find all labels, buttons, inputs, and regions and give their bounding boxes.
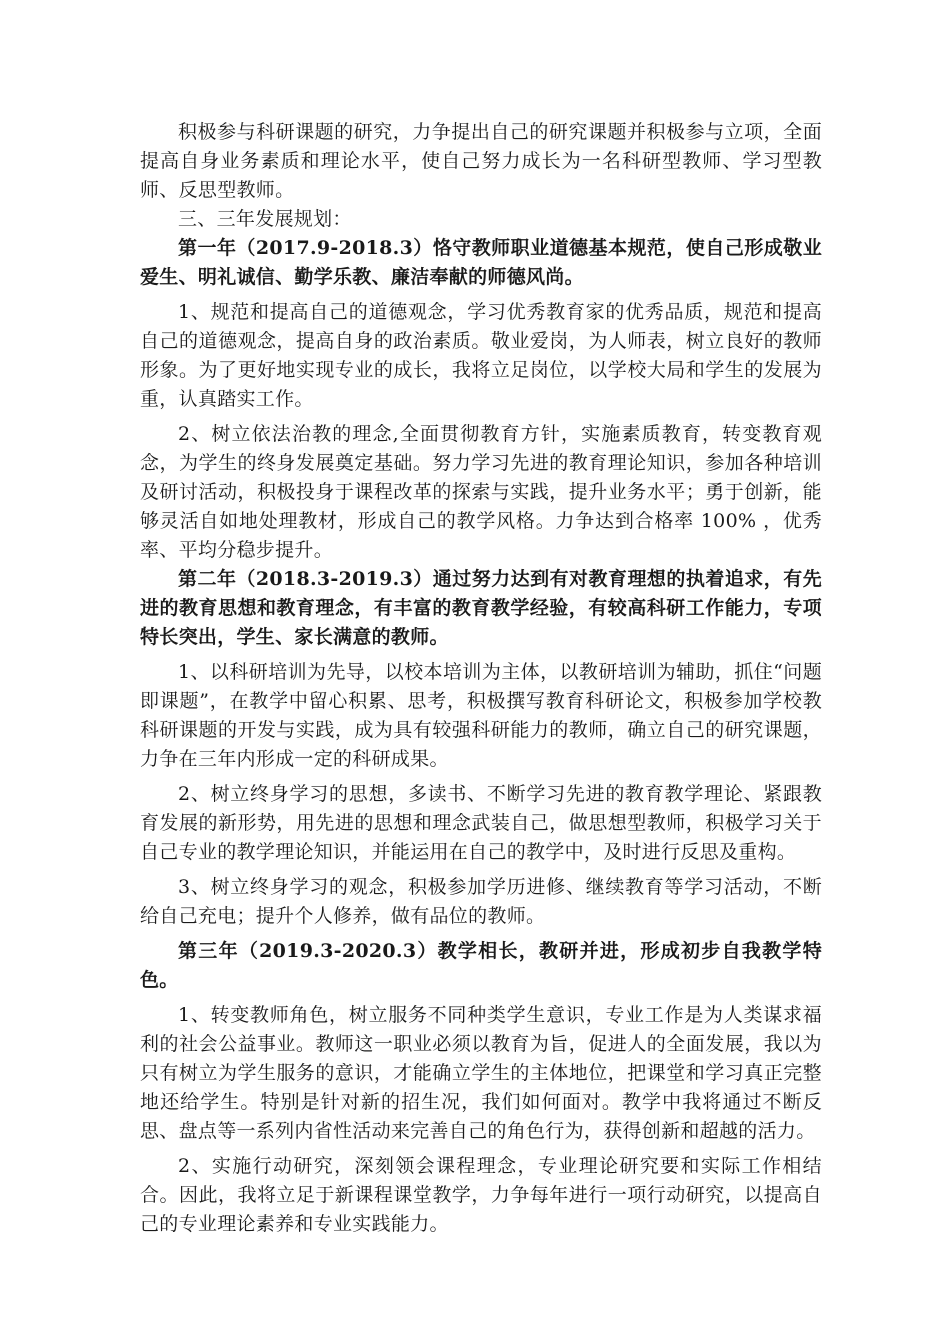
year-two-heading: 第二年（2018.3-2019.3）通过努力达到有对教育理想的执着追求，有先进的教育思想和教育理念，有丰富的教育教学经验，有较高科研工作能力，专项特长突出，学生、家长满意的教师。 bbox=[140, 568, 822, 648]
year-one-item-2: 2、树立依法治教的理念,全面贯彻教育方针，实施素质教育，转变教育观念，为学生的终身发展奠定基础。努力学习先进的教育理论知识，参加各种培训及研讨活动，积极投身于课程改革的探索与实践，提升业务水平；勇于创新，能够灵活自如地处理教材，形成自己的教学风格。力争达到合格率 100% ，优秀率、平均分稳步提升。 bbox=[140, 423, 822, 561]
year-two-item-3: 3、树立终身学习的观念，积极参加学历进修、继续教育等学习活动，不断给自己充电；提升个人修养，做有品位的教师。 bbox=[140, 876, 822, 927]
year-two-item-2: 2、树立终身学习的思想，多读书、不断学习先进的教育教学理论、紧跟教育发展的新形势，用先进的思想和理念武装自己，做思想型教师，积极学习关于自己专业的教学理论知识，并能运用在自己的教学中，及时进行反思及重构。 bbox=[140, 783, 822, 863]
section-heading-three-year-plan: 三、三年发展规划： bbox=[178, 208, 352, 230]
year-one-item-1: 1、规范和提高自己的道德观念，学习优秀教育家的优秀品质，规范和提高自己的道德观念，提高自身的政治素质。敬业爱岗，为人师表，树立良好的教师形象。为了更好地实现专业的成长，我将立足岗位，以学校大局和学生的发展为重，认真踏实工作。 bbox=[140, 301, 822, 410]
year-three-heading: 第三年（2019.3-2020.3）教学相长，教研并进，形成初步自我教学特色。 bbox=[140, 940, 822, 991]
year-three-item-2: 2、实施行动研究，深刻领会课程理念，专业理论研究要和实际工作相结合。因此，我将立足于新课程课堂教学，力争每年进行一项行动研究，以提高自己的专业理论素养和专业实践能力。 bbox=[140, 1155, 822, 1235]
year-two-item-1: 1、以科研培训为先导，以校本培训为主体，以教研培训为辅助，抓住“问题即课题”，在教学中留心积累、思考，积极撰写教育科研论文，积极参加学校教科研课题的开发与实践，成为具有较强科研能力的教师，确立自己的研究课题，力争在三年内形成一定的科研成果。 bbox=[140, 661, 822, 770]
document-body bbox=[140, 118, 822, 1239]
paragraph-research-participation: 积极参与科研课题的研究，力争提出自己的研究课题并积极参与立项，全面提高自身业务素质和理论水平，使自己努力成长为一名科研型教师、学习型教师、反思型教师。 bbox=[140, 121, 822, 201]
year-three-item-1: 1、转变教师角色，树立服务不同种类学生意识，专业工作是为人类谋求福利的社会公益事业。教师这一职业必须以教育为旨，促进人的全面发展，我以为只有树立为学生服务的意识，才能确立学生的主体地位，把课堂和学习真正完整地还给学生。特别是针对新的招生况，我们如何面对。教学中我将通过不断反思、盘点等一系列内省性活动来完善自己的角色行为，获得创新和超越的活力。 bbox=[140, 1004, 822, 1142]
year-one-heading: 第一年（2017.9-2018.3）恪守教师职业道德基本规范，使自己形成敬业爱生、明礼诚信、勤学乐教、廉洁奉献的师德风尚。 bbox=[140, 237, 822, 288]
